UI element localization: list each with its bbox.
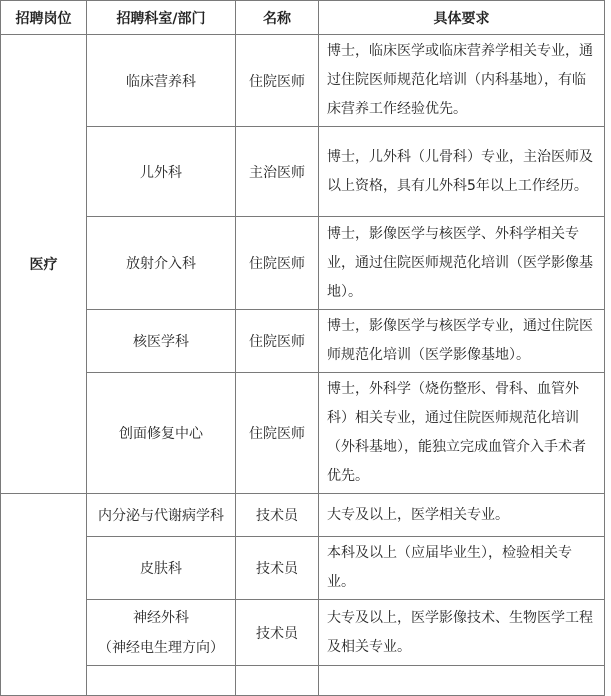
department-cell: 儿外科 (87, 127, 236, 217)
department-cell: 皮肤科 (87, 537, 236, 600)
department-cell: 临床营养科 (87, 35, 236, 127)
category-cell-technical (1, 494, 87, 696)
header-name: 名称 (236, 1, 319, 35)
table-row (1, 217, 605, 310)
requirements-cell: 博士，儿外科（儿骨科）专业，主治医师及以上资格，具有儿外科5年以上工作经历。 (319, 127, 605, 217)
table-row (1, 35, 605, 127)
title-cell: 主治医师 (236, 127, 319, 217)
department-cell: 放射介入科 (87, 217, 236, 310)
department-cell (87, 600, 236, 666)
department-cell: 内分泌与代谢病学科 (87, 494, 236, 537)
table-header-row (1, 1, 605, 35)
department-line-2: （神经电生理方向） (98, 639, 224, 656)
requirements-cell: 本科及以上（应届毕业生），检验相关专业。 (319, 537, 605, 600)
table-row (1, 537, 605, 600)
table-row (1, 494, 605, 537)
requirements-cell: 博士，外科学（烧伤整形、骨科、血管外科）相关专业，通过住院医师规范化培训（外科基地），能独立完成血管介入手术者优先。 (319, 373, 605, 494)
table-row (1, 373, 605, 494)
requirements-cell: 博士，影像医学与核医学、外科学相关专业，通过住院医师规范化培训（医学影像基地）。 (319, 217, 605, 310)
requirements-cell: 大专及以上，医学相关专业。 (319, 494, 605, 537)
department-cell (87, 666, 236, 696)
title-cell: 技术员 (236, 537, 319, 600)
table-row (1, 127, 605, 217)
title-cell: 技术员 (236, 494, 319, 537)
header-department: 招聘科室/部门 (87, 1, 236, 35)
department-cell: 创面修复中心 (87, 373, 236, 494)
title-cell: 住院医师 (236, 373, 319, 494)
table-row (1, 666, 605, 696)
requirements-cell: 大专及以上，医学影像技术、生物医学工程及相关专业。 (319, 600, 605, 666)
requirements-cell (319, 666, 605, 696)
header-requirements: 具体要求 (319, 1, 605, 35)
table-row (1, 310, 605, 373)
title-cell: 住院医师 (236, 310, 319, 373)
requirements-cell: 博士，影像医学与核医学专业，通过住院医师规范化培训（医学影像基地）。 (319, 310, 605, 373)
title-cell: 住院医师 (236, 35, 319, 127)
requirements-cell: 博士，临床医学或临床营养学相关专业，通过住院医师规范化培训（内科基地），有临床营养工作经验优先。 (319, 35, 605, 127)
table-row (1, 600, 605, 666)
department-cell: 核医学科 (87, 310, 236, 373)
department-line-1: 神经外科 (133, 609, 189, 626)
title-cell (236, 666, 319, 696)
header-position: 招聘岗位 (1, 1, 87, 35)
title-cell: 住院医师 (236, 217, 319, 310)
title-cell: 技术员 (236, 600, 319, 666)
category-cell-medical: 医疗 (1, 35, 87, 494)
